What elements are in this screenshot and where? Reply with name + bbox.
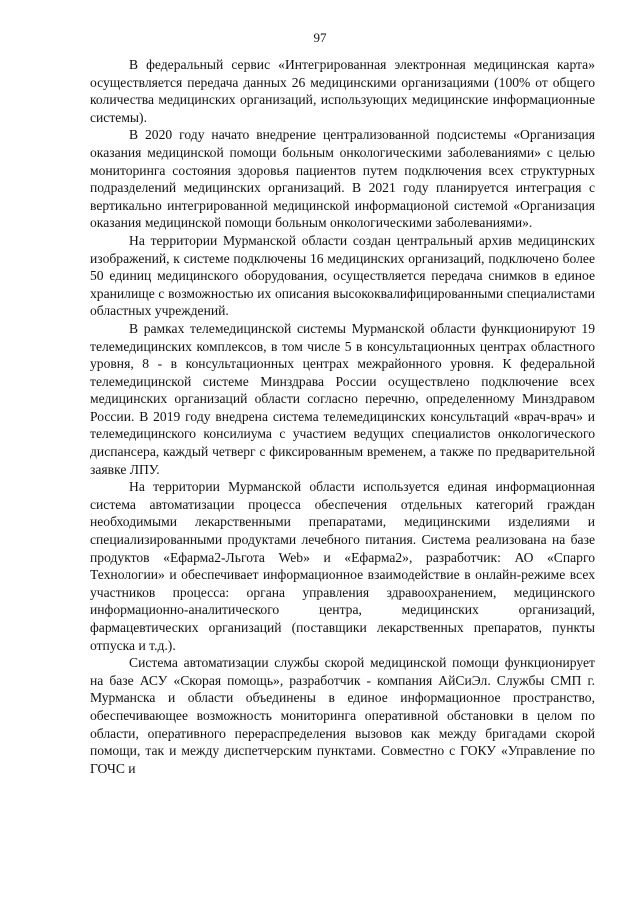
paragraph-telemedicine: В рамках телемедицинской системы Мурманской области функционируют 19 телемедицинских комплексов, в том числе 5 в консультационных центрах областного уровня, 8 - в консультационных центрах межрайонного уровня. К федеральной телемедицинской системе Минздрава России осуществлено подключение всех медицинских организаций области согласно перечню, определенному Минздравом России. В 2019 году внедрена система телемедицинских консультаций «врач-врач» и телемедицинского консилиума с участием ведущих специалистов онкологического диспансера, каждый четверг с фиксированным временем, а также по предварительной заявке ЛПУ. [90,320,595,477]
paragraph-iemk: В федеральный сервис «Интегрированная электронная медицинская карта» осуществляется передача данных 26 медицинскими организациями (100% от общего количества медицинских организаций, использующих медицинские информационные системы). [90,57,595,125]
paragraph-image-archive: На территории Мурманской области создан центральный архив медицинских изображений, к системе подключены 16 медицинских организаций, подключено более 50 единиц медицинского оборудования, осуществляется передача снимков в единое хранилище с возможностью их описания высококвалифицированными специалистами областных учреждений. [90,232,595,319]
paragraph-drug-provision-system: На территории Мурманской области используется единая информационная система автоматизации процесса обеспечения отдельных категорий граждан необходимыми лекарственными препаратами, медицинскими изделиями и специализированными продуктами лечебного питания. Система реализована на базе продуктов «Ефарма2-Льгота Web» и «Ефарма2», разработчик: АО «Спарго Технологии» и обеспечивает информационное взаимодействие в онлайн-режиме всех участников процесса: органа управления здравоохранением, медицинского информационно-аналитического центра, медицинских организаций, фармацевтических организаций (поставщики лекарственных препаратов, пункты отпуска и т.д.). [90,479,595,653]
page-number: 97 [313,30,327,45]
paragraph-oncology-subsystem: В 2020 году начато внедрение централизованной подсистемы «Организация оказания медицинской помощи больным онкологическими заболеваниями» с целью мониторинга состояния здоровья пациентов путем подключения всех структурных подразделений медицинских организаций. В 2021 году планируется интеграция с вертикально интегрированной медицинской информационой системой «Организация оказания медицинской помощи больным онкологическими заболеваниями». [90,127,595,231]
document-body [90,56,595,777]
paragraph-emergency-service: Система автоматизации службы скорой медицинской помощи функционирует на базе АСУ «Скорая помощь», разработчик - компания АйСиЭл. Службы СМП г. Мурманска и области объединены в единое информационное пространство, обеспечивающее возможность мониторинга оперативной обстановки в целом по области, оперативного перераспределения вызовов как между бригадами скорой помощи, так и между диспетчерским пунктами. Совместно с ГОКУ «Управление по ГОЧС и [90,655,595,776]
